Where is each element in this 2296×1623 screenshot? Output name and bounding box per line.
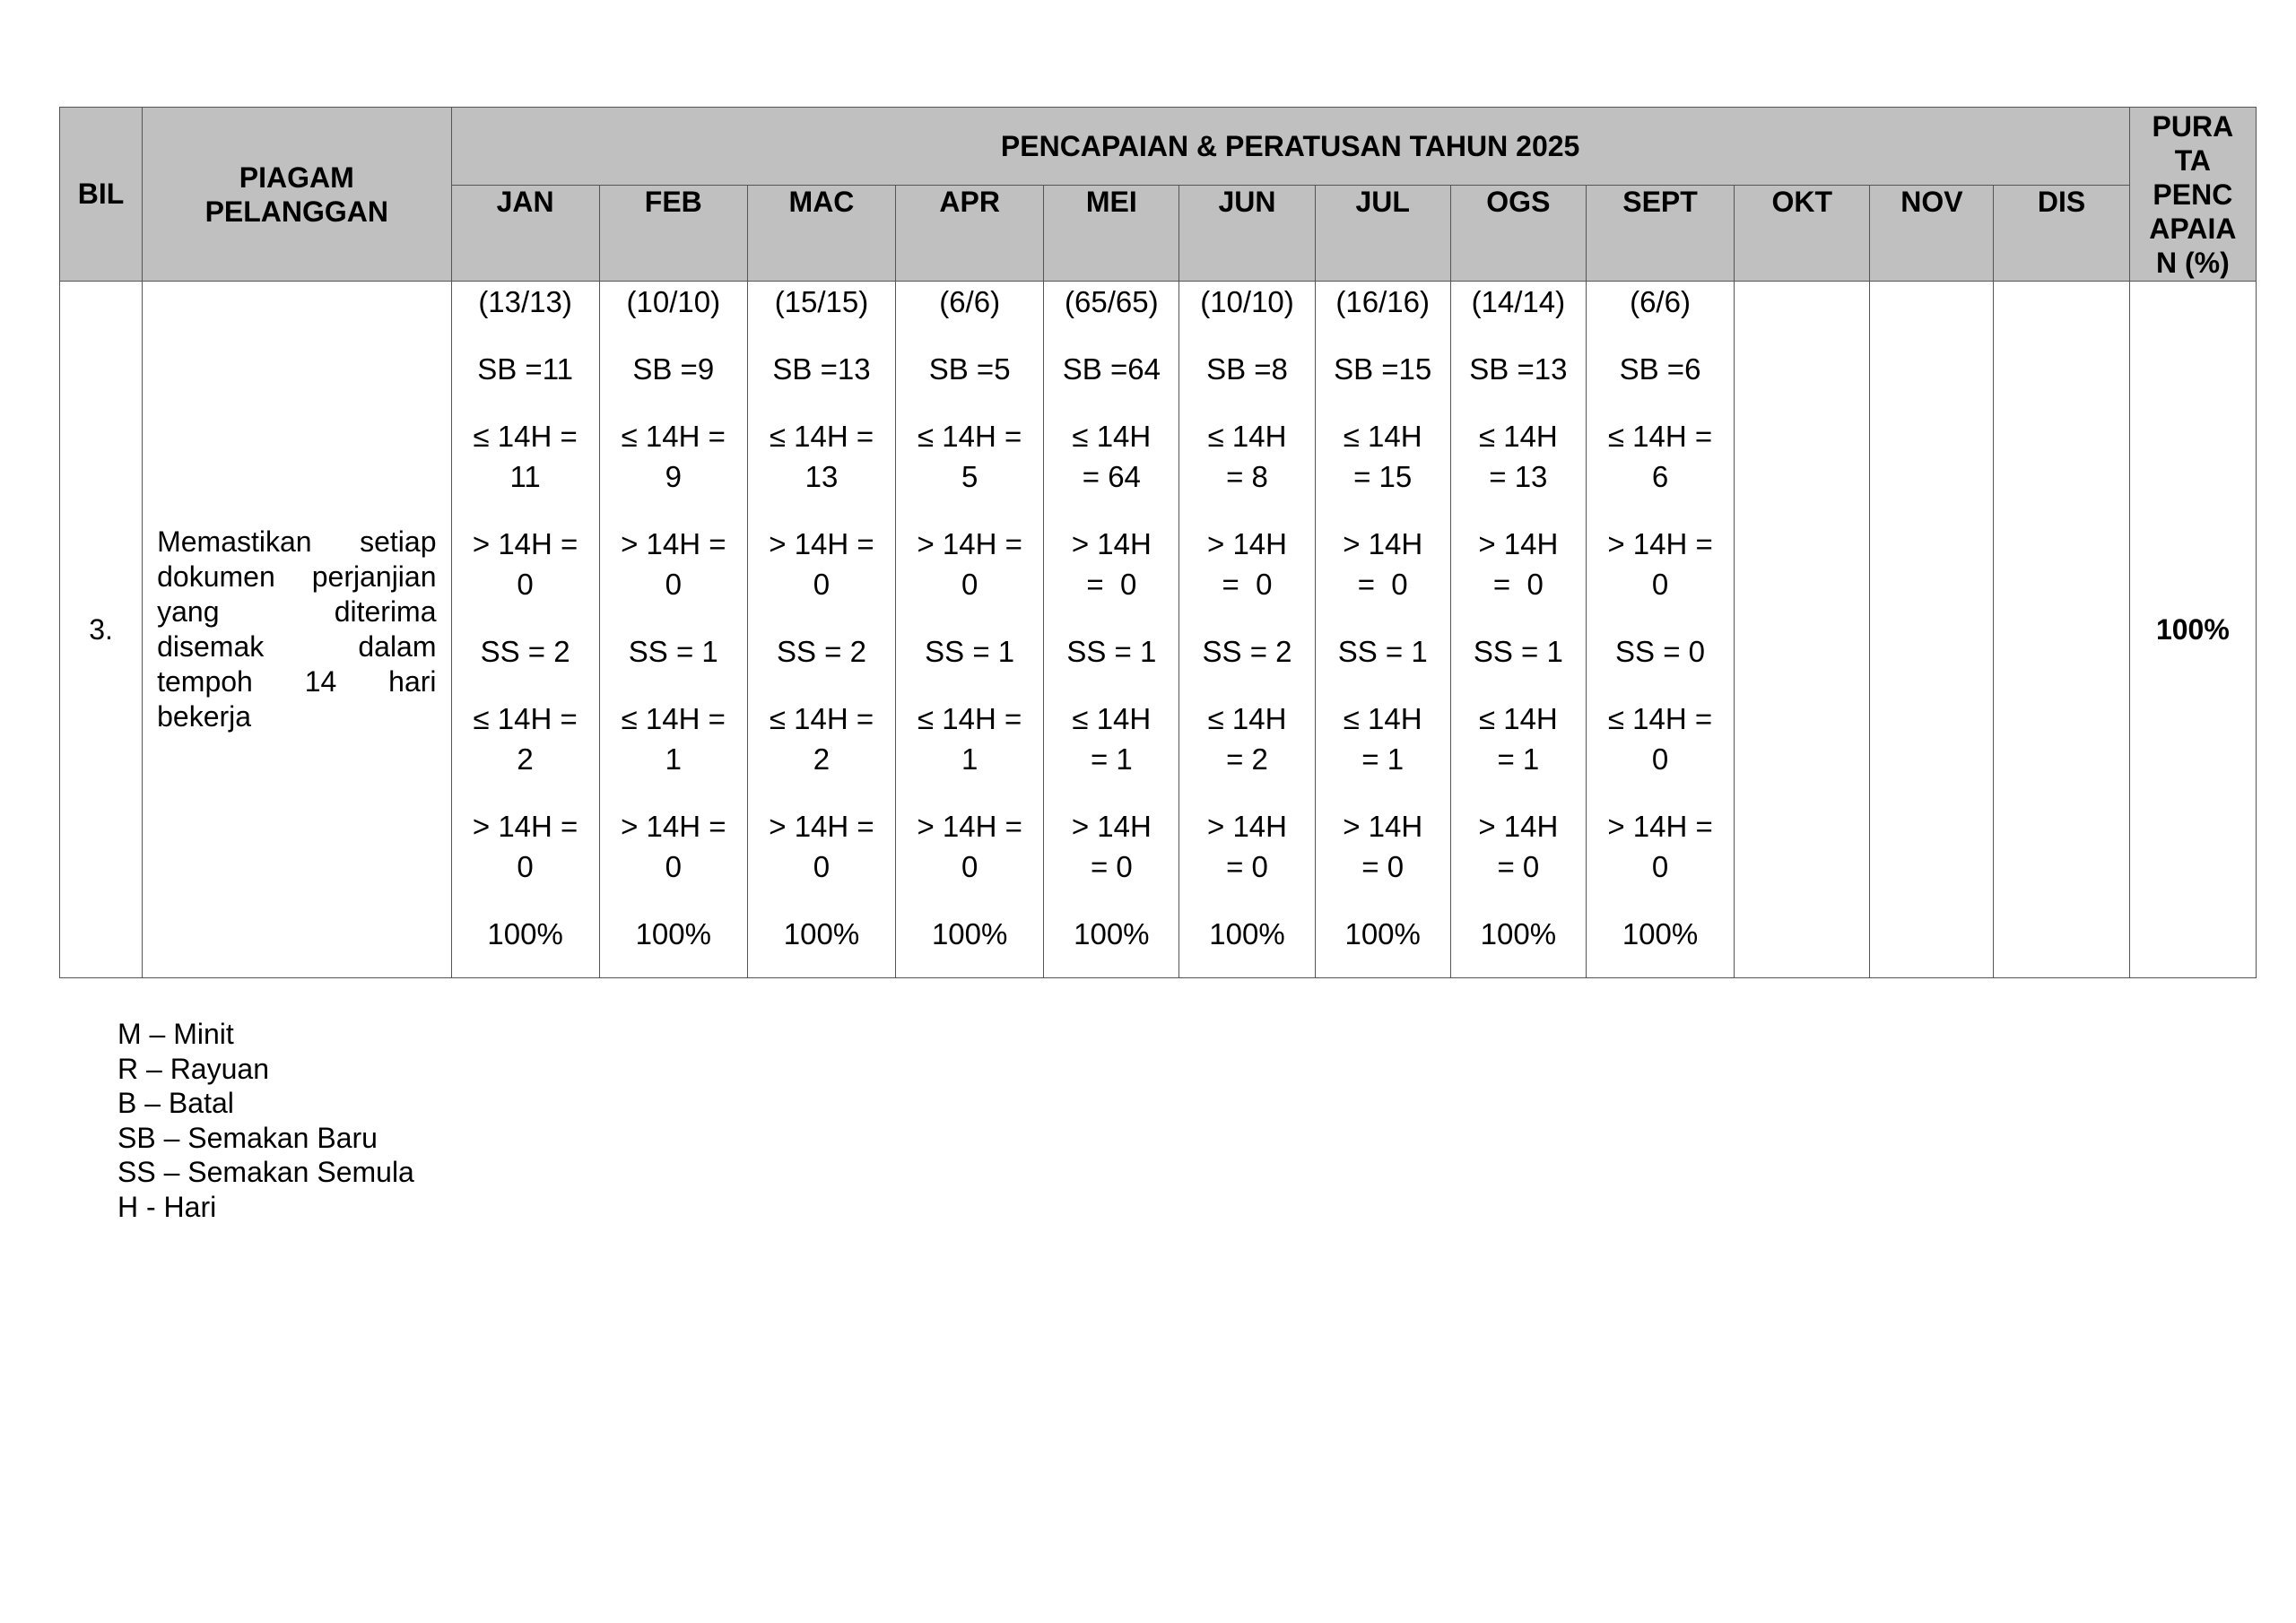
month-entry <box>452 914 599 954</box>
month-value-sb-gt-b: = 0 <box>1222 568 1273 601</box>
month-value-ss-gt-a: > 14H <box>1343 810 1423 843</box>
month-value-sb-le-a: ≤ 14H = <box>1607 420 1713 453</box>
month-value-sb-le-a: ≤ 14H = <box>918 420 1022 453</box>
description-word: dokumen <box>157 560 275 593</box>
month-value-sb: SB =9 <box>632 352 715 386</box>
month-value-sb-le-b: 13 <box>804 460 839 493</box>
month-value-sb-le-a: ≤ 14H = <box>621 420 726 453</box>
month-value-ss-le-a: ≤ 14H <box>1478 702 1558 735</box>
month-entry <box>1316 914 1450 954</box>
month-entry <box>1179 914 1314 954</box>
month-value-total: (10/10) <box>1200 285 1294 318</box>
month-value-total: (16/16) <box>1335 285 1430 318</box>
month-value-ss-gt-b: = 0 <box>1361 850 1405 883</box>
month-value-ss-gt-b: = 0 <box>1090 850 1133 883</box>
month-value-sb-le-a: ≤ 14H = <box>769 420 874 453</box>
month-value-ss-gt-b: 0 <box>813 850 831 883</box>
month-entry <box>748 699 895 779</box>
month-entry <box>1044 631 1178 672</box>
month-value-ss: SS = 1 <box>628 635 718 668</box>
month-value-pct: 100% <box>1074 917 1150 950</box>
description-word: tempoh <box>157 665 253 698</box>
month-value-ss-le-b: = 1 <box>1497 742 1540 776</box>
month-cell-jul <box>1315 282 1450 978</box>
month-value-sb-gt-a: > 14H = <box>917 527 1022 560</box>
month-entry <box>896 806 1043 887</box>
month-entry <box>1044 699 1178 779</box>
month-value-pct: 100% <box>783 917 860 950</box>
month-value-ss-le-b: 1 <box>665 742 682 776</box>
month-entry <box>1587 416 1734 497</box>
row-description <box>143 282 451 978</box>
month-entry <box>896 349 1043 389</box>
month-entry <box>600 631 747 672</box>
legend-item: R – Rayuan <box>117 1052 269 1085</box>
month-header-mac: MAC <box>747 186 895 282</box>
month-entry <box>600 699 747 779</box>
month-header-apr: APR <box>896 186 1044 282</box>
month-entry <box>748 282 895 322</box>
month-entry <box>600 806 747 887</box>
month-header-okt: OKT <box>1735 186 1870 282</box>
month-cell-ogs <box>1450 282 1586 978</box>
month-entry <box>748 349 895 389</box>
month-entry <box>452 699 599 779</box>
table-row <box>60 282 2257 978</box>
month-value-ss: SS = 2 <box>776 635 866 668</box>
description-line <box>157 629 436 664</box>
month-entry <box>452 524 599 604</box>
month-value-ss-gt-a: > 14H = <box>917 810 1022 843</box>
month-value-sb: SB =15 <box>1334 352 1432 386</box>
month-entry <box>1044 416 1178 497</box>
month-entry <box>452 282 599 322</box>
month-value-ss-le-b: 2 <box>517 742 534 776</box>
average-value: 100% <box>2129 282 2256 978</box>
month-entry <box>748 631 895 672</box>
month-value-ss-gt-a: > 14H <box>1478 810 1559 843</box>
month-value-ss-gt-b: 0 <box>517 850 534 883</box>
month-value-ss-le-a: ≤ 14H = <box>918 702 1022 735</box>
header-average-line: TA <box>2174 143 2211 177</box>
month-value-ss: SS = 1 <box>1473 635 1563 668</box>
month-entry <box>896 416 1043 497</box>
month-cell-jun <box>1179 282 1315 978</box>
month-entry <box>1587 282 1734 322</box>
month-value-ss-gt-a: > 14H = <box>769 810 874 843</box>
description-word: disemak <box>157 630 265 663</box>
row-number: 3. <box>60 282 143 978</box>
month-entry <box>748 524 895 604</box>
month-value-total: (13/13) <box>478 285 572 318</box>
month-value-sb-gt-b: 0 <box>1651 568 1669 601</box>
month-value-sb-le-b: 11 <box>509 460 541 493</box>
month-header-mei: MEI <box>1044 186 1179 282</box>
month-value-ss-gt-a: > 14H = <box>1607 810 1713 843</box>
header-average-line: PENC <box>2152 178 2233 211</box>
month-entry <box>1451 282 1586 322</box>
month-entry <box>748 914 895 954</box>
month-entry <box>1587 524 1734 604</box>
month-value-sb-gt-b: = 0 <box>1357 568 1408 601</box>
month-value-sb-le-a: ≤ 14H = <box>473 420 578 453</box>
month-entry <box>1451 806 1586 887</box>
month-value-sb-gt-b: = 0 <box>1086 568 1137 601</box>
month-value-ss-gt-a: > 14H = <box>472 810 578 843</box>
month-value-sb-gt-a: > 14H = <box>472 527 578 560</box>
month-value-sb-gt-a: > 14H = <box>1607 527 1713 560</box>
description-word: yang <box>157 595 220 628</box>
month-entry <box>896 699 1043 779</box>
month-entry <box>1044 524 1178 604</box>
month-entry <box>1179 631 1314 672</box>
month-value-ss-le-b: 1 <box>961 742 978 776</box>
month-entry <box>1044 349 1178 389</box>
month-value-ss-gt-b: = 0 <box>1497 850 1540 883</box>
month-entry <box>452 806 599 887</box>
month-entry <box>1179 282 1314 322</box>
month-cell-nov <box>1870 282 1994 978</box>
month-entry <box>1179 806 1314 887</box>
month-value-ss-le-a: ≤ 14H <box>1207 702 1287 735</box>
month-value-pct: 100% <box>1622 917 1699 950</box>
month-value-sb: SB =5 <box>928 352 1011 386</box>
month-value-sb-gt-a: > 14H <box>1343 527 1423 560</box>
month-entry <box>1316 699 1450 779</box>
month-entry <box>600 524 747 604</box>
month-value-ss-le-a: ≤ 14H = <box>769 702 874 735</box>
month-value-sb: SB =13 <box>1469 352 1568 386</box>
month-entry <box>1451 631 1586 672</box>
month-value-pct: 100% <box>1480 917 1557 950</box>
month-entry <box>452 416 599 497</box>
month-value-sb-le-b: = 15 <box>1353 460 1413 493</box>
month-value-ss-gt-a: > 14H <box>1207 810 1287 843</box>
month-value-total: (6/6) <box>1630 285 1691 318</box>
month-value-ss: SS = 0 <box>1615 635 1706 668</box>
month-header-feb: FEB <box>599 186 747 282</box>
header-piagam-line: PIAGAM <box>239 161 354 194</box>
month-value-ss-gt-a: > 14H <box>1071 810 1152 843</box>
month-entry <box>1044 806 1178 887</box>
legend <box>117 1017 414 1224</box>
month-cell-okt <box>1735 282 1870 978</box>
month-cell-feb <box>599 282 747 978</box>
month-value-total: (15/15) <box>774 285 869 318</box>
month-value-ss-gt-b: = 0 <box>1226 850 1268 883</box>
month-value-sb-gt-b: = 0 <box>1492 568 1544 601</box>
month-entry <box>600 416 747 497</box>
month-value-sb-gt-b: 0 <box>665 568 682 601</box>
header-average <box>2129 108 2256 282</box>
achievement-table <box>59 107 2257 978</box>
month-value-ss: SS = 1 <box>1066 635 1157 668</box>
month-value-ss-le-b: = 2 <box>1226 742 1268 776</box>
month-value-sb-le-b: 9 <box>665 460 682 493</box>
description-word: 14 <box>304 665 337 698</box>
month-value-pct: 100% <box>635 917 711 950</box>
month-entry <box>1044 914 1178 954</box>
month-entry <box>1316 282 1450 322</box>
month-value-ss-le-b: = 1 <box>1361 742 1405 776</box>
month-value-sb: SB =11 <box>477 352 573 386</box>
month-entry <box>1587 349 1734 389</box>
header-title: PENCAPAIAN & PERATUSAN TAHUN 2025 <box>451 108 2129 186</box>
description-word: dalam <box>358 630 437 663</box>
month-value-ss-le-b: 2 <box>813 742 831 776</box>
month-value-sb-le-a: ≤ 14H <box>1072 420 1152 453</box>
month-value-sb-gt-a: > 14H = <box>621 527 726 560</box>
month-entry <box>896 914 1043 954</box>
month-value-ss-le-b: 0 <box>1651 742 1669 776</box>
month-value-total: (65/65) <box>1065 285 1159 318</box>
month-header-nov: NOV <box>1870 186 1994 282</box>
month-cell-jan <box>451 282 599 978</box>
month-value-sb-gt-b: 0 <box>813 568 831 601</box>
month-value-sb: SB =13 <box>772 352 871 386</box>
header-piagam-pelanggan <box>143 108 451 282</box>
month-entry <box>1451 524 1586 604</box>
month-value-ss-le-a: ≤ 14H <box>1343 702 1422 735</box>
legend-item: H - Hari <box>117 1190 217 1223</box>
month-cell-mac <box>747 282 895 978</box>
legend-item: M – Minit <box>117 1018 234 1050</box>
month-value-sb-le-b: = 13 <box>1489 460 1548 493</box>
header-average-line: PURA <box>2152 109 2234 143</box>
month-entry <box>1179 524 1314 604</box>
month-entry <box>1587 631 1734 672</box>
month-value-sb: SB =8 <box>1206 352 1288 386</box>
month-value-ss-le-a: ≤ 14H = <box>1607 702 1713 735</box>
month-entry <box>896 631 1043 672</box>
month-entry <box>1587 914 1734 954</box>
month-entry <box>1316 631 1450 672</box>
legend-item: SS – Semakan Semula <box>117 1156 414 1188</box>
month-value-pct: 100% <box>931 917 1008 950</box>
month-value-ss-le-a: ≤ 14H <box>1072 702 1152 735</box>
legend-item: B – Batal <box>117 1087 234 1119</box>
month-entry <box>1587 699 1734 779</box>
month-cell-apr <box>896 282 1044 978</box>
month-entry <box>1179 699 1314 779</box>
description-line <box>157 664 436 699</box>
month-value-ss: SS = 1 <box>1337 635 1428 668</box>
month-value-ss-le-a: ≤ 14H = <box>621 702 726 735</box>
description-line <box>157 595 436 629</box>
month-value-ss: SS = 2 <box>1202 635 1292 668</box>
month-value-sb: SB =6 <box>1619 352 1701 386</box>
description-word: bekerja <box>157 700 252 733</box>
month-value-sb-le-a: ≤ 14H <box>1343 420 1422 453</box>
month-value-total: (10/10) <box>626 285 721 318</box>
month-entry <box>1316 524 1450 604</box>
month-entry <box>896 524 1043 604</box>
description-word: setiap <box>360 525 437 558</box>
month-cell-sept <box>1586 282 1734 978</box>
month-value-ss: SS = 1 <box>925 635 1015 668</box>
month-value-ss-gt-b: 0 <box>961 850 978 883</box>
header-piagam-line: PELANGGAN <box>204 195 389 228</box>
month-value-ss-gt-b: 0 <box>1651 850 1669 883</box>
header-average-line: N (%) <box>2155 246 2230 279</box>
month-cell-mei <box>1044 282 1179 978</box>
month-entry <box>748 416 895 497</box>
month-header-jun: JUN <box>1179 186 1315 282</box>
month-entry <box>452 631 599 672</box>
month-header-dis: DIS <box>1994 186 2129 282</box>
month-entry <box>1587 806 1734 887</box>
month-entry <box>1179 416 1314 497</box>
month-value-sb: SB =64 <box>1062 352 1161 386</box>
month-value-sb-gt-b: 0 <box>517 568 534 601</box>
month-entry <box>1044 282 1178 322</box>
month-entry <box>452 349 599 389</box>
month-entry <box>600 349 747 389</box>
month-value-ss-gt-b: 0 <box>665 850 682 883</box>
month-value-sb-le-b: 6 <box>1651 460 1669 493</box>
header-average-line: APAIA <box>2149 212 2237 245</box>
month-value-sb-gt-a: > 14H <box>1478 527 1559 560</box>
month-value-total: (14/14) <box>1471 285 1566 318</box>
description-line <box>157 699 436 734</box>
month-entry <box>1451 416 1586 497</box>
month-entry <box>600 282 747 322</box>
month-entry <box>1316 349 1450 389</box>
month-value-ss-le-b: = 1 <box>1090 742 1133 776</box>
month-value-sb-le-b: = 64 <box>1082 460 1141 493</box>
description-line <box>157 560 436 595</box>
month-value-sb-le-b: 5 <box>961 460 978 493</box>
month-header-sept: SEPT <box>1586 186 1734 282</box>
month-value-sb-le-a: ≤ 14H <box>1478 420 1558 453</box>
month-entry <box>1451 699 1586 779</box>
month-entry <box>600 914 747 954</box>
month-value-pct: 100% <box>1209 917 1285 950</box>
month-header-jan: JAN <box>451 186 599 282</box>
month-value-total: (6/6) <box>939 285 1001 318</box>
month-entry <box>1451 914 1586 954</box>
description-word: perjanjian <box>311 560 437 593</box>
month-value-ss-gt-a: > 14H = <box>621 810 726 843</box>
description-word: Memastikan <box>157 525 312 558</box>
header-bil: BIL <box>60 108 143 282</box>
month-value-pct: 100% <box>487 917 563 950</box>
month-value-sb-le-a: ≤ 14H <box>1207 420 1287 453</box>
month-entry <box>1451 349 1586 389</box>
description-word: diterima <box>334 595 437 628</box>
month-value-sb-le-b: = 8 <box>1226 460 1268 493</box>
month-cell-dis <box>1994 282 2129 978</box>
month-value-sb-gt-a: > 14H <box>1071 527 1152 560</box>
month-header-ogs: OGS <box>1450 186 1586 282</box>
month-value-sb-gt-a: > 14H = <box>769 527 874 560</box>
month-value-pct: 100% <box>1344 917 1421 950</box>
month-value-sb-gt-b: 0 <box>961 568 978 601</box>
month-entry <box>1179 349 1314 389</box>
month-entry <box>1316 416 1450 497</box>
description-word: hari <box>388 665 437 698</box>
month-value-ss-le-a: ≤ 14H = <box>473 702 578 735</box>
legend-item: SB – Semakan Baru <box>117 1121 378 1154</box>
month-entry <box>1316 806 1450 887</box>
month-header-jul: JUL <box>1315 186 1450 282</box>
month-value-sb-gt-a: > 14H <box>1207 527 1287 560</box>
month-entry <box>896 282 1043 322</box>
month-entry <box>748 806 895 887</box>
description-line <box>157 525 436 560</box>
month-value-ss: SS = 2 <box>480 635 570 668</box>
